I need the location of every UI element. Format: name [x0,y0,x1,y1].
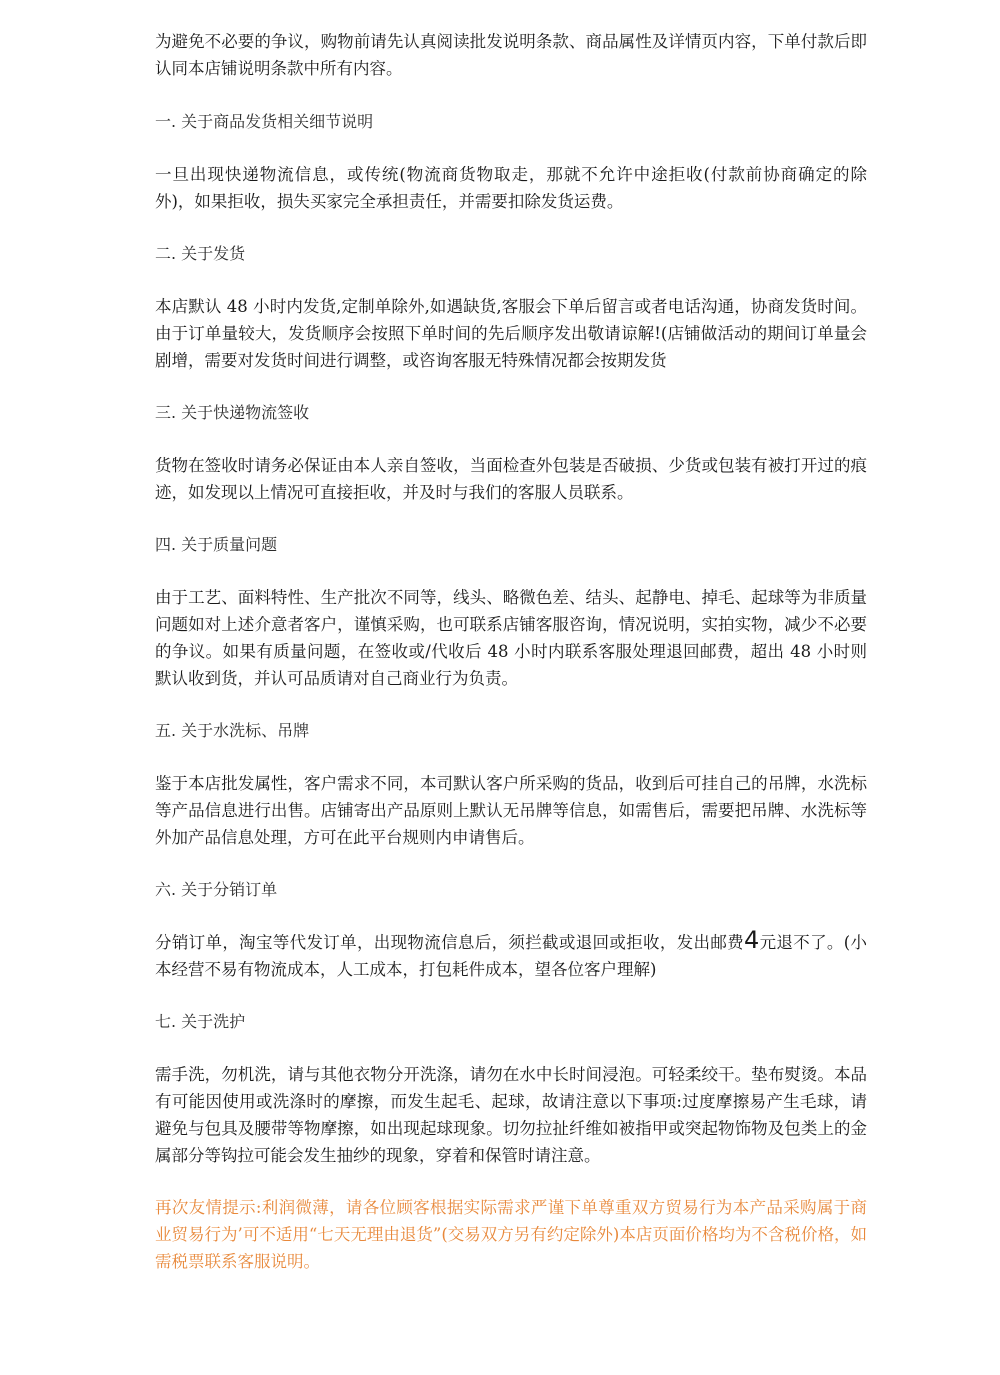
distribution-text-post: 元退不了。(小本经营不易有物流成本，人工成本，打包耗件成本，望各位客户理解) [155,933,867,979]
section-heading-distribution: 六. 关于分销订单 [155,880,278,899]
section-heading-signing: 三. 关于快递物流签收 [155,403,310,422]
intro-paragraph: 为避免不必要的争议，购物前请先认真阅读批发说明条款、商品属性及详情页内容，下单付款后即认同本店铺说明条款中所有内容。 [155,32,867,78]
section-heading-quality: 四. 关于质量问题 [155,535,278,554]
section-body-delivery: 本店默认 48 小时内发货,定制单除外,如遇缺货,客服会下单后留言或者电话沟通，协商发货时间。由于订单量较大，发货顺序会按照下单时间的先后顺序发出敬请谅解!(店铺做活动的期间订单量会剧增，需要对发货时间进行调整，或咨询客服无特殊情况都会按期发货 [155,297,867,370]
distribution-text-pre: 分销订单，淘宝等代发订单，出现物流信息后，须拦截或退回或拒收，发出邮费 [155,933,744,952]
section-body-shipping-details: 一旦出现快递物流信息，或传统(物流商货物取走，那就不允许中途拒收(付款前协商确定的除外)，如果拒收，损失买家完全承担责任，并需要扣除发货运费。 [155,165,867,211]
section-heading-labels: 五. 关于水洗标、吊牌 [155,721,310,740]
postage-amount: 4 [743,926,760,954]
friendly-reminder: 再次友情提示:利润微薄，请各位顾客根据实际需求严谨下单尊重双方贸易行为本产品采购属于商业贸易行为’可不适用“七天无理由退货”(交易双方另有约定除外)本店页面价格均为不含税价格，如需税票联系客服说明。 [155,1198,867,1271]
section-heading-shipping-details: 一. 关于商品发货相关细节说明 [155,112,374,131]
section-heading-delivery: 二. 关于发货 [155,244,246,263]
section-body-quality: 由于工艺、面料特性、生产批次不同等，线头、略微色差、结头、起静电、掉毛、起球等为非质量问题如对上述介意者客户，谨慎采购，也可联系店铺客服咨询，情况说明，实拍实物，减少不必要的争议。如果有质量问题，在签收或/代收后 48 小时内联系客服处理退回邮费，超出 48 小时则默认收到货，并认可品质请对自己商业行为负责。 [155,588,867,688]
section-body-signing: 货物在签收时请务必保证由本人亲自签收，当面检查外包装是否破损、少货或包装有被打开过的痕迹，如发现以上情况可直接拒收，并及时与我们的客服人员联系。 [155,456,867,502]
section-heading-care: 七. 关于洗护 [155,1012,246,1031]
section-body-distribution [155,926,867,983]
policy-document [155,28,867,1275]
section-body-care: 需手洗，勿机洗，请与其他衣物分开洗涤，请勿在水中长时间浸泡。可轻柔绞干。垫布熨烫。本品有可能因使用或洗涤时的摩擦，而发生起毛、起球，故请注意以下事项:过度摩擦易产生毛球，请避免与包具及腰带等物摩擦，如出现起球现象。切勿拉扯纤维如被指甲或突起物饰物及包类上的金属部分等钩拉可能会发生抽纱的现象，穿着和保管时请注意。 [155,1065,867,1165]
section-body-labels: 鉴于本店批发属性，客户需求不同，本司默认客户所采购的货品，收到后可挂自己的吊牌，水洗标等产品信息进行出售。店铺寄出产品原则上默认无吊牌等信息，如需售后，需要把吊牌、水洗标等外加产品信息处理，方可在此平台规则内申请售后。 [155,774,867,847]
